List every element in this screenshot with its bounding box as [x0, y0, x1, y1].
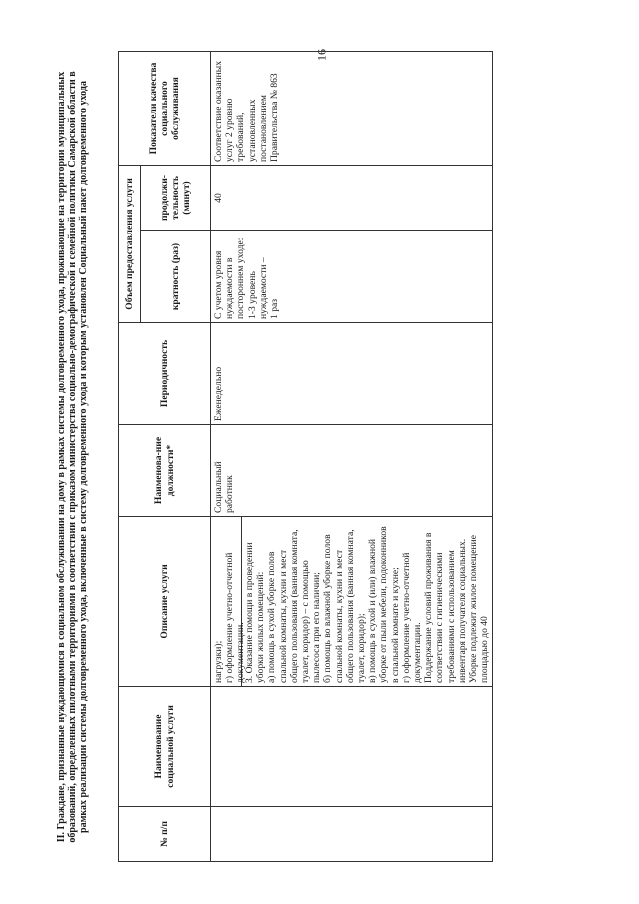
header-service-name: Наименование социальной услуги: [119, 687, 211, 807]
cell-periodicity: Еженедельно: [211, 323, 493, 425]
rotated-document: [52, 52, 582, 862]
cell-num: [211, 807, 493, 862]
cell-description: [211, 517, 493, 687]
continued-description: нагрузки); г) оформление учетно-отчетной документации.: [211, 517, 242, 686]
cell-position: Социальный работник: [211, 425, 493, 517]
header-position: Наименова-ние должности*: [119, 425, 211, 517]
services-table: [118, 51, 493, 862]
cell-multiplicity: С учетом уровня нуждаемости в постороннем уходе: 1-3 уровень нуждаемости – 1 раз: [211, 231, 493, 323]
cell-service-name: [211, 687, 493, 807]
header-description: Описание услуги: [119, 517, 211, 687]
header-periodicity: Периодичность: [119, 323, 211, 425]
header-quality: Показатели качества социального обслуживания: [119, 52, 211, 166]
header-volume: Объем предоставления услуги: [119, 166, 141, 323]
header-duration: продолжи-тельность (минут): [141, 166, 211, 231]
cell-duration: 40: [211, 166, 493, 231]
section-heading: II. Граждане, признанные нуждающимися в социальном обслуживании на дому в рамках системы долговременного ухода, проживающие на территории муниципальных образований, определенных пилотными территориями в соответствии с приказом министерства социально-демографической и семейной политики Самарской области в рамках реализации системы долговременного ухода, включенные в систему долговременного ухода и которым установлен Социальный пакет долговременного ухода: [56, 71, 89, 843]
cell-quality: Соответствие оказанных услуг 2 уровню требований, установленных постановлением Правительства № 863: [211, 52, 493, 166]
table-row: [211, 52, 493, 862]
header-row: [119, 52, 141, 862]
service-description: 3. Оказание помощи в проведении уборки жилых помещений: а) помощь в сухой уборке полов спальной комнаты, кухни и мест общего пользования (ванная комната, туалет, коридор) – с помощью пылесоса при его наличии; б) помощь во влажной уборке полов спальной комнаты, кухни и мест общего пользования (ванная комната, туалет, коридор); в) помощь в сухой и (или) влажной уборке от пыли мебели, подоконников в спальной комнате и кухне; г) оформление учетно-отчетной документации. Поддержание условий проживания в соответствии с гигиеническими требованиями с использованием инвентаря получателя социальных. Уборке подлежит жилое помещение площадью до 40: [244, 526, 491, 683]
page-number: 16: [314, 49, 329, 61]
header-multiplicity: кратность (раз): [141, 231, 211, 323]
header-num: № п/п: [119, 807, 211, 862]
